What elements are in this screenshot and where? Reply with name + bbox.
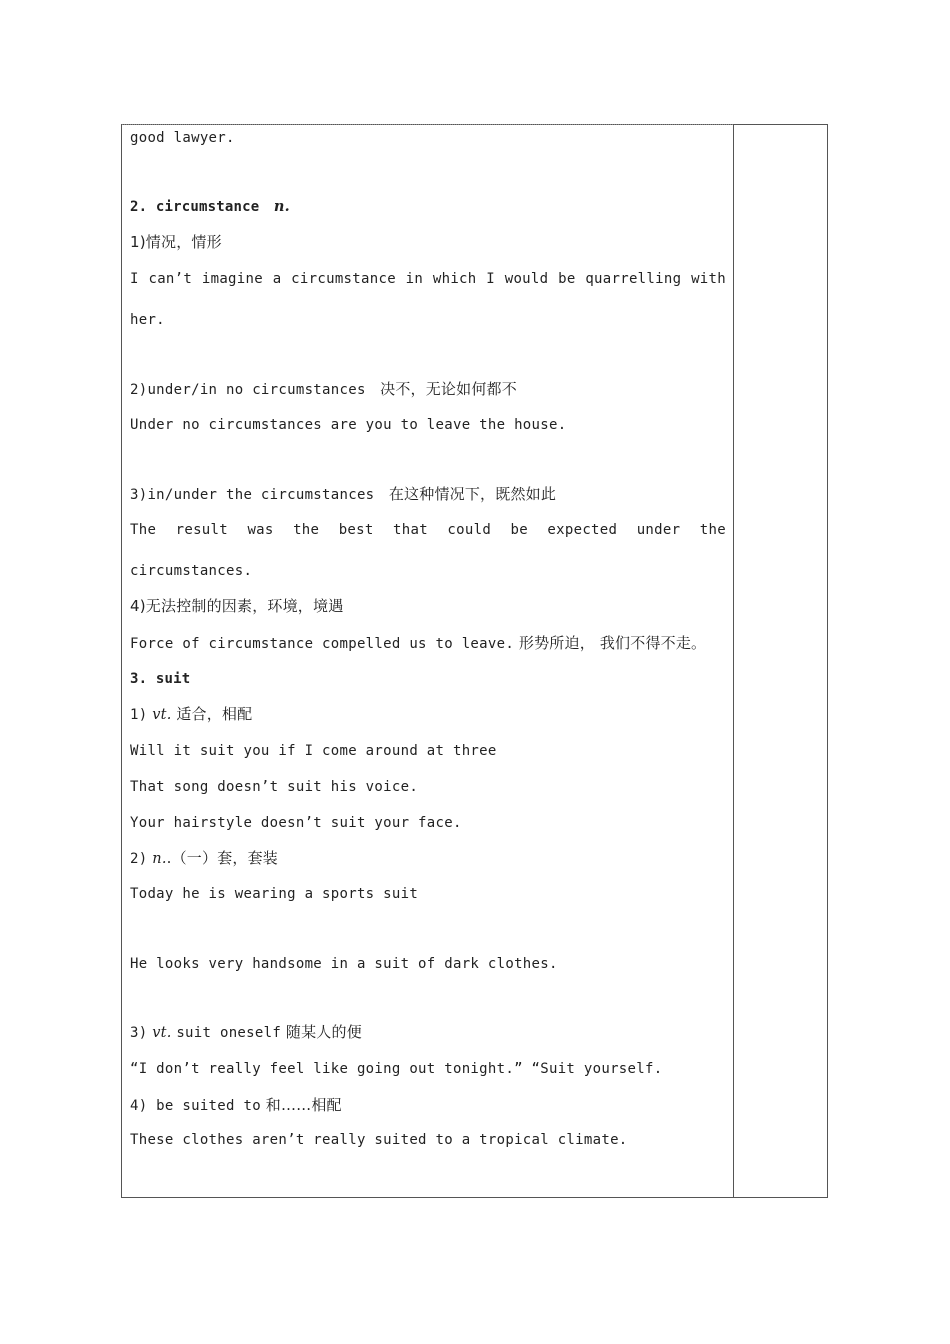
word: was [247,522,274,538]
suit-sense-1 [130,705,252,724]
part-of-speech: vt. [152,1025,172,1041]
word: I [130,271,139,287]
text-line: her. [130,312,165,328]
word: be [510,522,528,538]
example-line-justified [130,270,726,288]
word: the [293,522,320,538]
word: best [338,522,374,538]
example-line: Today he is wearing a sports suit [130,886,419,902]
phrase: 2)under/in no circumstances [130,382,366,398]
word: could [447,522,492,538]
sense-2 [130,380,517,399]
word: quarrelling [585,271,682,287]
sense-3 [130,485,556,504]
example-line: He looks very handsome in a suit of dark clothes. [130,956,558,972]
heading-suit: 3. suit [130,671,191,687]
phrase-meaning: 和……相配 [265,1096,342,1114]
sense-meaning: .（一）套，套装 [166,849,279,867]
phrase-meaning: 在这种情况下，既然如此 [388,485,557,503]
example-line: Your hairstyle doesn’t suit your face. [130,815,462,831]
example-line: “I don’t really feel like going out tonight.” “Suit yourself. [130,1061,663,1077]
example-en: Force of circumstance compelled us to leave. [130,636,515,652]
sense-4: 4)无法控制的因素，环境，境遇 [130,597,344,615]
example-line: These clothes aren’t really suited to a tropical climate. [130,1132,628,1148]
example-line: Under no circumstances are you to leave the house. [130,417,567,433]
top-dotted-border [122,124,733,125]
sense-meaning: 适合，相配 [176,705,253,723]
heading-circumstance [130,198,290,216]
word: with [691,271,726,287]
phrase: suit oneself [176,1025,282,1041]
phrase-meaning: 决不，无论如何都不 [380,380,517,398]
word: the [699,522,726,538]
word: expected [547,522,618,538]
phrase: 3)in/under the circumstances [130,487,375,503]
word: imagine [201,271,263,287]
phrase: 4) be suited to [130,1098,261,1114]
word: result [175,522,228,538]
phrase-meaning: 随某人的便 [285,1023,362,1041]
example-line-justified [130,521,726,539]
heading-text: 2. circumstance [130,199,260,215]
example-line: That song doesn’t suit his voice. [130,779,419,795]
example-line [130,634,706,653]
text-line: good lawyer. [130,130,235,146]
example-cn: 形势所迫， 我们不得不走。 [518,634,707,652]
word: can’t [148,271,193,287]
text-line: circumstances. [130,563,253,579]
word: circumstance [291,271,396,287]
suit-sense-2 [130,849,278,868]
word: The [130,522,157,538]
part-of-speech: vt. [152,707,172,723]
word: would [504,271,549,287]
word: be [558,271,576,287]
part-of-speech: n. [273,198,290,215]
sense-number: 3) [130,1025,148,1041]
notes-cell [734,125,827,1197]
part-of-speech: n. [152,851,167,867]
word: I [486,271,495,287]
suit-sense-4 [130,1096,342,1115]
word: in [405,271,424,287]
word: under [636,522,681,538]
sense-number: 1) [130,707,148,723]
sense-1: 1)情况，情形 [130,233,222,251]
word: which [432,271,477,287]
word: a [272,271,282,287]
word: that [393,522,428,538]
suit-sense-3 [130,1023,362,1042]
example-line: Will it suit you if I come around at three [130,743,497,759]
sense-number: 2) [130,851,148,867]
